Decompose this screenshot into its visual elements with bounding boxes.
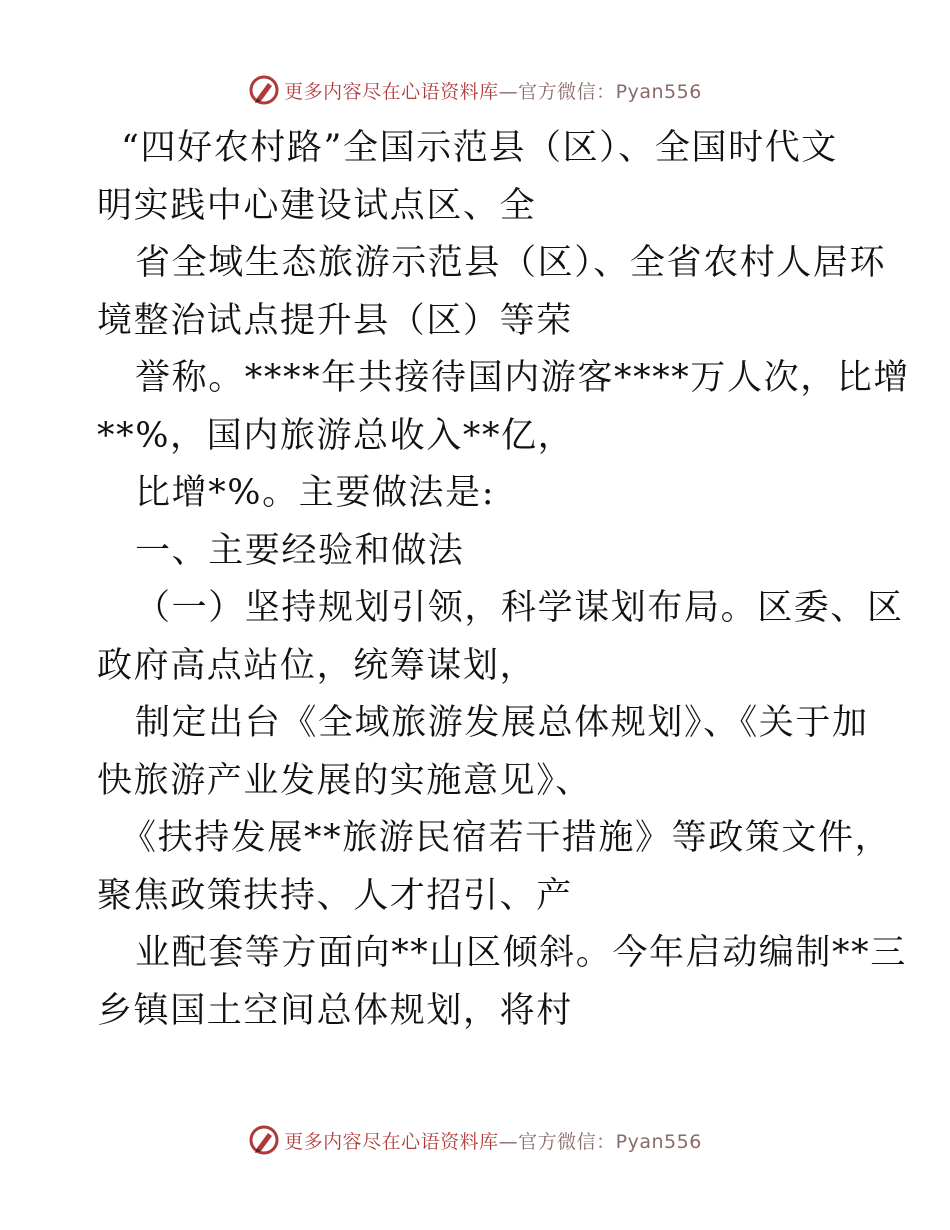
- text-line: 制定出台《全域旅游发展总体规划》、《关于加: [135, 703, 869, 743]
- text-line: 《扶持发展**旅游民宿若干措施》等政策文件，: [121, 818, 892, 858]
- section-heading: 一、主要经验和做法: [135, 530, 465, 571]
- pen-logo-icon: [248, 1124, 280, 1156]
- watermark-brand-text: 更多内容尽在心语资料库: [284, 1130, 499, 1153]
- text-line: 快旅游产业发展的实施意见》、: [97, 760, 592, 801]
- watermark-contact-text: —官方微信：Pyan556: [498, 1130, 702, 1153]
- footer-watermark: [0, 1120, 950, 1160]
- text-line: 比增*%。主要做法是:: [135, 473, 496, 513]
- pen-logo-icon: [248, 74, 280, 106]
- text-line: 境整治试点提升县（区）等荣: [97, 300, 573, 341]
- text-line: **%，国内旅游总收入**亿，: [97, 415, 575, 456]
- document-body: [97, 120, 911, 1040]
- text-line: “四好农村路”全国示范县（区）、全国时代文: [121, 128, 838, 168]
- text-line: 誉称。****年共接待国内游客****万人次，比增: [135, 358, 911, 398]
- text-line: 明实践中心建设试点区、全: [97, 185, 537, 226]
- text-line: （一）坚持规划引领，科学谋划布局。区委、区: [135, 588, 904, 628]
- watermark-contact-text: —官方微信：Pyan556: [498, 80, 702, 103]
- watermark-brand-text: 更多内容尽在心语资料库: [284, 80, 499, 103]
- header-watermark: [0, 70, 950, 110]
- text-line: 聚焦政策扶持、人才招引、产: [97, 875, 573, 916]
- text-line: 乡镇国土空间总体规划，将村: [97, 990, 573, 1031]
- text-line: 政府高点站位，统筹谋划，: [97, 645, 537, 686]
- text-line: 业配套等方面向**山区倾斜。今年启动编制**三: [135, 933, 907, 973]
- text-line: 省全域生态旅游示范县（区）、全省农村人居环: [135, 243, 887, 283]
